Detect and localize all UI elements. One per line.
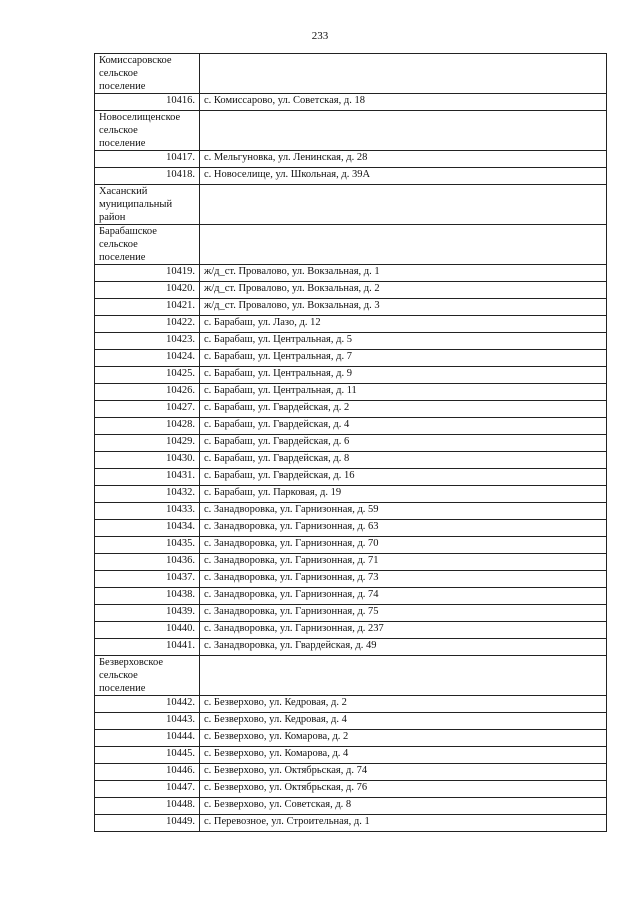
entry-address: с. Мельгуновка, ул. Ленинская, д. 28 <box>200 151 607 168</box>
section-title-cell <box>95 656 200 696</box>
entry-address: ж/д_ст. Провалово, ул. Вокзальная, д. 1 <box>200 265 607 282</box>
section-empty-cell <box>200 185 607 225</box>
table-row <box>95 503 607 520</box>
table-row <box>95 537 607 554</box>
table-row <box>95 435 607 452</box>
table-row <box>95 639 607 656</box>
section-title: Комиссаровское сельское поселение <box>99 55 172 92</box>
entry-address: ж/д_ст. Провалово, ул. Вокзальная, д. 3 <box>200 299 607 316</box>
entry-address: с. Комиссарово, ул. Советская, д. 18 <box>200 94 607 111</box>
section-row <box>95 185 607 225</box>
table-row <box>95 94 607 111</box>
table-row <box>95 367 607 384</box>
entry-number: 10417. <box>95 151 200 168</box>
table-row <box>95 265 607 282</box>
entry-address: с. Новоселище, ул. Школьная, д. 39А <box>200 168 607 185</box>
section-empty-cell <box>200 656 607 696</box>
entry-number: 10440. <box>95 622 200 639</box>
table-row <box>95 151 607 168</box>
entry-number: 10416. <box>95 94 200 111</box>
entry-number: 10424. <box>95 350 200 367</box>
entry-number: 10434. <box>95 520 200 537</box>
entry-number: 10447. <box>95 781 200 798</box>
entry-address: с. Безверхово, ул. Октябрьская, д. 74 <box>200 764 607 781</box>
entry-address: с. Безверхово, ул. Комарова, д. 2 <box>200 730 607 747</box>
entry-address: с. Занадворовка, ул. Гвардейская, д. 49 <box>200 639 607 656</box>
entry-address: с. Барабаш, ул. Гвардейская, д. 6 <box>200 435 607 452</box>
entry-address: с. Занадворовка, ул. Гарнизонная, д. 59 <box>200 503 607 520</box>
entry-number: 10446. <box>95 764 200 781</box>
entry-address: с. Занадворовка, ул. Гарнизонная, д. 237 <box>200 622 607 639</box>
entry-number: 10422. <box>95 316 200 333</box>
address-table-body <box>95 54 607 832</box>
entry-address: с. Барабаш, ул. Парковая, д. 19 <box>200 486 607 503</box>
section-title: Новоселищенское сельское поселение <box>99 112 181 149</box>
section-row <box>95 225 607 265</box>
table-row <box>95 696 607 713</box>
table-row <box>95 730 607 747</box>
entry-address: с. Барабаш, ул. Гвардейская, д. 4 <box>200 418 607 435</box>
entry-number: 10439. <box>95 605 200 622</box>
entry-number: 10436. <box>95 554 200 571</box>
section-empty-cell <box>200 111 607 151</box>
table-row <box>95 713 607 730</box>
entry-address: с. Занадворовка, ул. Гарнизонная, д. 74 <box>200 588 607 605</box>
entry-number: 10420. <box>95 282 200 299</box>
table-row <box>95 781 607 798</box>
entry-number: 10449. <box>95 815 200 832</box>
entry-number: 10431. <box>95 469 200 486</box>
table-row <box>95 469 607 486</box>
entry-address: с. Занадворовка, ул. Гарнизонная, д. 71 <box>200 554 607 571</box>
table-row <box>95 747 607 764</box>
entry-address: с. Перевозное, ул. Строительная, д. 1 <box>200 815 607 832</box>
entry-number: 10444. <box>95 730 200 747</box>
entry-number: 10423. <box>95 333 200 350</box>
table-row <box>95 605 607 622</box>
table-row <box>95 401 607 418</box>
entry-address: с. Барабаш, ул. Центральная, д. 5 <box>200 333 607 350</box>
entry-number: 10419. <box>95 265 200 282</box>
table-row <box>95 452 607 469</box>
address-table <box>94 53 607 832</box>
table-row <box>95 384 607 401</box>
entry-address: с. Барабаш, ул. Центральная, д. 11 <box>200 384 607 401</box>
entry-address: с. Занадворовка, ул. Гарнизонная, д. 73 <box>200 571 607 588</box>
entry-address: с. Безверхово, ул. Комарова, д. 4 <box>200 747 607 764</box>
entry-number: 10438. <box>95 588 200 605</box>
table-row <box>95 764 607 781</box>
entry-number: 10418. <box>95 168 200 185</box>
entry-number: 10433. <box>95 503 200 520</box>
table-row <box>95 418 607 435</box>
entry-number: 10441. <box>95 639 200 656</box>
entry-address: с. Занадворовка, ул. Гарнизонная, д. 70 <box>200 537 607 554</box>
entry-number: 10445. <box>95 747 200 764</box>
entry-number: 10426. <box>95 384 200 401</box>
section-title-cell <box>95 185 200 225</box>
section-title: Барабашское сельское поселение <box>99 226 157 263</box>
entry-address: ж/д_ст. Провалово, ул. Вокзальная, д. 2 <box>200 282 607 299</box>
section-title: Хасанский муниципальный район <box>99 186 173 223</box>
table-row <box>95 588 607 605</box>
section-row <box>95 111 607 151</box>
table-row <box>95 554 607 571</box>
table-row <box>95 798 607 815</box>
entry-number: 10425. <box>95 367 200 384</box>
entry-number: 10427. <box>95 401 200 418</box>
table-row <box>95 333 607 350</box>
entry-number: 10421. <box>95 299 200 316</box>
section-empty-cell <box>200 225 607 265</box>
entry-address: с. Занадворовка, ул. Гарнизонная, д. 63 <box>200 520 607 537</box>
entry-address: с. Барабаш, ул. Центральная, д. 9 <box>200 367 607 384</box>
table-row <box>95 815 607 832</box>
entry-address: с. Безверхово, ул. Октябрьская, д. 76 <box>200 781 607 798</box>
entry-number: 10432. <box>95 486 200 503</box>
entry-address: с. Барабаш, ул. Центральная, д. 7 <box>200 350 607 367</box>
table-row <box>95 350 607 367</box>
entry-address: с. Барабаш, ул. Лазо, д. 12 <box>200 316 607 333</box>
entry-number: 10430. <box>95 452 200 469</box>
entry-address: с. Барабаш, ул. Гвардейская, д. 2 <box>200 401 607 418</box>
entry-address: с. Безверхово, ул. Советская, д. 8 <box>200 798 607 815</box>
entry-address: с. Занадворовка, ул. Гарнизонная, д. 75 <box>200 605 607 622</box>
entry-address: с. Безверхово, ул. Кедровая, д. 2 <box>200 696 607 713</box>
entry-number: 10442. <box>95 696 200 713</box>
entry-number: 10443. <box>95 713 200 730</box>
table-row <box>95 168 607 185</box>
entry-address: с. Барабаш, ул. Гвардейская, д. 16 <box>200 469 607 486</box>
section-title-cell <box>95 111 200 151</box>
entry-address: с. Барабаш, ул. Гвардейская, д. 8 <box>200 452 607 469</box>
section-title: Безверховское сельское поселение <box>99 657 164 694</box>
table-row <box>95 299 607 316</box>
table-row <box>95 622 607 639</box>
section-title-cell <box>95 54 200 94</box>
table-row <box>95 282 607 299</box>
table-row <box>95 486 607 503</box>
section-empty-cell <box>200 54 607 94</box>
entry-number: 10437. <box>95 571 200 588</box>
section-row <box>95 656 607 696</box>
entry-number: 10448. <box>95 798 200 815</box>
table-row <box>95 316 607 333</box>
page-number: 233 <box>311 30 329 42</box>
entry-address: с. Безверхово, ул. Кедровая, д. 4 <box>200 713 607 730</box>
section-title-cell <box>95 225 200 265</box>
entry-number: 10428. <box>95 418 200 435</box>
table-row <box>95 571 607 588</box>
entry-number: 10435. <box>95 537 200 554</box>
section-row <box>95 54 607 94</box>
entry-number: 10429. <box>95 435 200 452</box>
table-row <box>95 520 607 537</box>
